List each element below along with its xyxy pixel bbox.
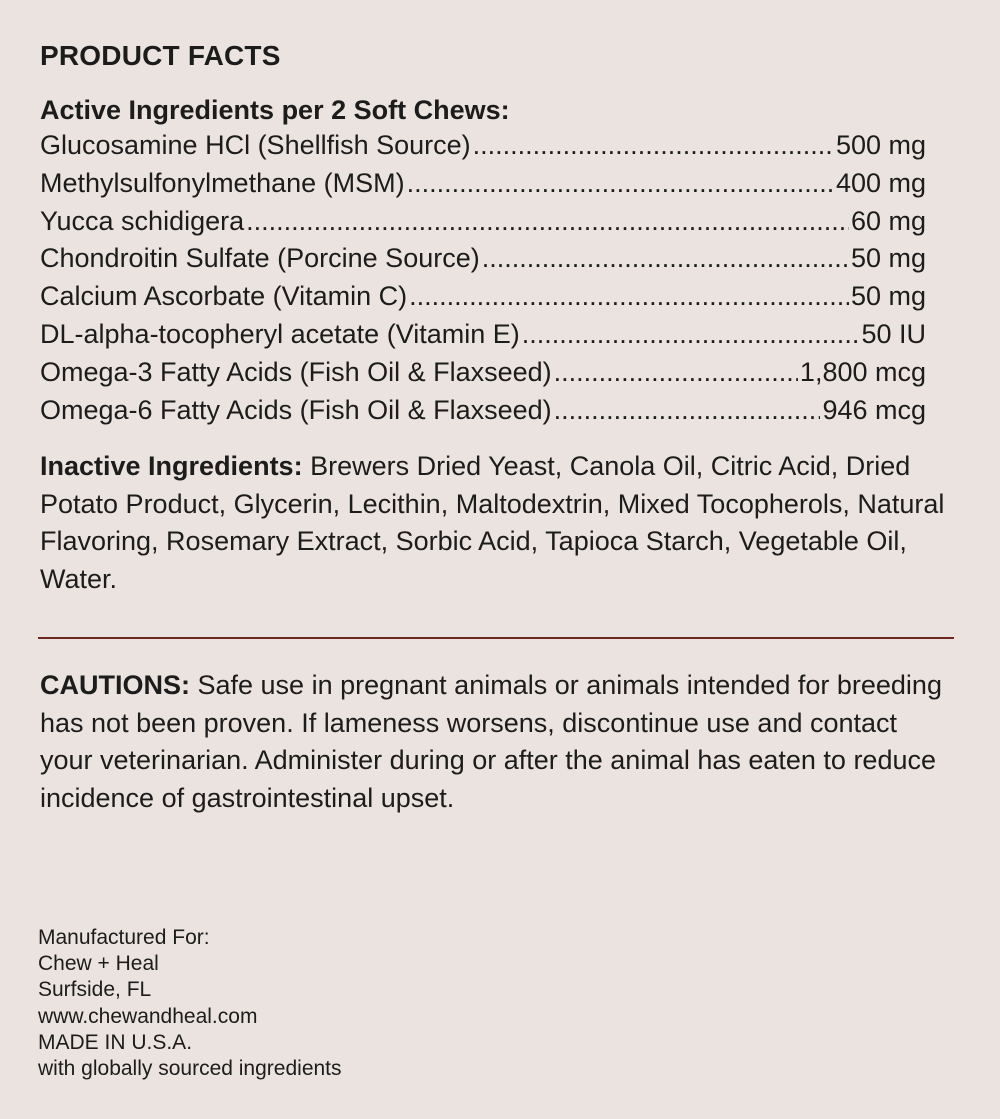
ingredient-name: Glucosamine HCl (Shellfish Source) xyxy=(40,130,471,160)
ingredient-row xyxy=(40,203,926,241)
dot-leader xyxy=(407,165,834,203)
ingredient-amount: 50 mg xyxy=(850,243,926,274)
manufactured-for-label: Manufactured For: xyxy=(38,926,210,949)
ingredient-amount: 1,800 mcg xyxy=(799,356,926,387)
active-ingredients-section xyxy=(40,93,926,429)
dot-leader xyxy=(482,240,849,278)
manufacturer-info xyxy=(38,925,342,1082)
ingredient-name: Methylsulfonylmethane (MSM) xyxy=(40,167,405,198)
cautions-label: CAUTIONS: xyxy=(40,670,190,700)
dot-leader xyxy=(554,354,798,392)
ingredient-row xyxy=(40,278,926,316)
page-title: PRODUCT FACTS xyxy=(40,40,281,71)
dot-leader xyxy=(473,127,834,165)
ingredient-row xyxy=(40,316,926,354)
inactive-ingredients-label: Inactive Ingredients: xyxy=(40,451,303,481)
ingredient-row xyxy=(40,127,926,165)
section-divider xyxy=(38,637,954,639)
ingredient-row xyxy=(40,392,926,430)
ingredient-name: DL-alpha-tocopheryl acetate (Vitamin E) xyxy=(40,318,520,349)
ingredient-amount: 400 mg xyxy=(835,167,926,198)
cautions-paragraph xyxy=(40,667,950,817)
ingredient-amount: 50 IU xyxy=(861,318,926,349)
ingredient-name: Omega-3 Fatty Acids (Fish Oil & Flaxseed) xyxy=(40,356,552,387)
ingredient-name: Chondroitin Sulfate (Porcine Source) xyxy=(40,243,480,274)
inactive-ingredients-text: Brewers Dried Yeast, Canola Oil, Citric Acid, Dried Potato Product, Glycerin, Lecithin, Maltodextrin, Mixed Tocopherols, Natural Flavoring, Rosemary Extract, Sorbic Acid, Tapioca Starch, Vegetable Oil, Water. xyxy=(40,451,945,594)
ingredient-row xyxy=(40,165,926,203)
company-name: Chew + Heal xyxy=(38,952,159,976)
ingredient-amount: 60 mg xyxy=(850,205,926,236)
ingredient-name: Calcium Ascorbate (Vitamin C) xyxy=(40,281,408,312)
ingredient-row xyxy=(40,354,926,392)
dot-leader xyxy=(409,278,849,316)
company-location: Surfside, FL xyxy=(38,978,152,1002)
made-in-usa: MADE IN U.S.A. xyxy=(38,1030,193,1054)
cautions-text: Safe use in pregnant animals or animals intended for breeding has not been proven. If lameness worsens, discontinue use and contact your veterinarian. Administer during or after the animal has eaten to reduce incidence of gastrointestinal upset. xyxy=(40,670,942,813)
ingredient-amount: 50 mg xyxy=(850,281,926,312)
ingredient-name: Yucca schidigera xyxy=(40,205,245,236)
company-website: www.chewandheal.com xyxy=(38,1004,258,1028)
active-ingredients-heading: Active Ingredients per 2 Soft Chews: xyxy=(40,95,510,125)
ingredient-name: Omega-6 Fatty Acids (Fish Oil & Flaxseed) xyxy=(40,394,552,425)
dot-leader xyxy=(246,203,849,241)
ingredient-row xyxy=(40,240,926,278)
dot-leader xyxy=(554,392,821,430)
dot-leader xyxy=(522,316,860,354)
ingredient-amount: 500 mg xyxy=(835,130,926,160)
inactive-ingredients-paragraph xyxy=(40,448,950,598)
sourcing-note: with globally sourced ingredients xyxy=(38,1057,342,1081)
ingredient-amount: 946 mcg xyxy=(822,394,926,425)
